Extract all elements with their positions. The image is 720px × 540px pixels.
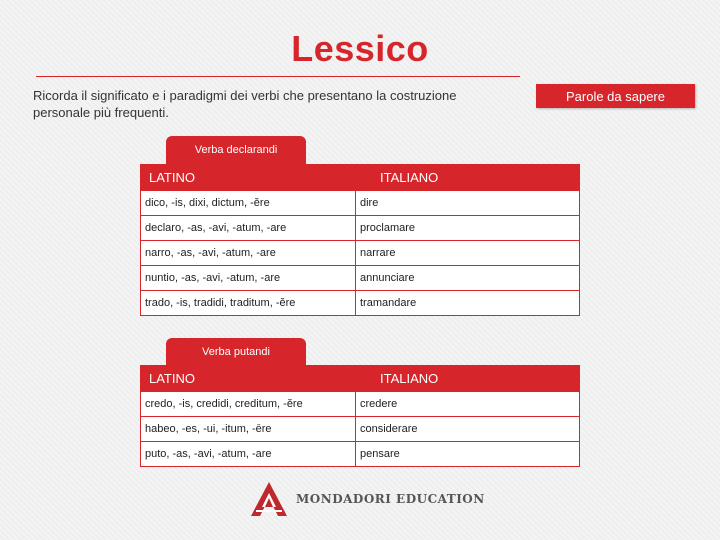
table-row bbox=[141, 216, 580, 241]
intro-text: Ricorda il significato e i paradigmi dei verbi che presentano la costruzione personale più frequenti. bbox=[33, 88, 457, 120]
table-row bbox=[141, 291, 580, 316]
title-divider bbox=[36, 76, 520, 77]
verba-putandi-table bbox=[140, 365, 580, 467]
logo-text: MONDADORI EDUCATION bbox=[296, 492, 485, 506]
header-latino: LATINO bbox=[141, 366, 356, 392]
table-row bbox=[141, 191, 580, 216]
table-row bbox=[141, 442, 580, 467]
slide-title: Lessico bbox=[291, 28, 429, 69]
parole-da-sapere-button[interactable]: Parole da sapere bbox=[536, 84, 695, 108]
latin-cell: nuntio, -as, -avi, -atum, -are bbox=[141, 266, 356, 291]
italian-cell: considerare bbox=[356, 417, 580, 442]
table-row bbox=[141, 266, 580, 291]
verba-declarandi-table bbox=[140, 164, 580, 316]
latin-cell: credo, -is, credidi, creditum, -ĕre bbox=[141, 392, 356, 417]
table-header-row bbox=[141, 165, 580, 191]
italian-cell: tramandare bbox=[356, 291, 580, 316]
latin-cell: narro, -as, -avi, -atum, -are bbox=[141, 241, 356, 266]
latin-cell: dico, -is, dixi, dictum, -ĕre bbox=[141, 191, 356, 216]
publisher-logo bbox=[250, 481, 485, 517]
italian-cell: narrare bbox=[356, 241, 580, 266]
table-row bbox=[141, 392, 580, 417]
tab-verba-putandi: Verba putandi bbox=[166, 338, 306, 366]
latin-cell: declaro, -as, -avi, -atum, -are bbox=[141, 216, 356, 241]
latin-cell: habeo, -es, -ui, -itum, -ēre bbox=[141, 417, 356, 442]
header-latino: LATINO bbox=[141, 165, 356, 191]
table-row bbox=[141, 417, 580, 442]
tab-verba-declarandi: Verba declarandi bbox=[166, 136, 306, 164]
italian-cell: credere bbox=[356, 392, 580, 417]
italian-cell: annunciare bbox=[356, 266, 580, 291]
latin-cell: puto, -as, -avi, -atum, -are bbox=[141, 442, 356, 467]
table-row bbox=[141, 241, 580, 266]
italian-cell: dire bbox=[356, 191, 580, 216]
table-header-row bbox=[141, 366, 580, 392]
header-italiano: ITALIANO bbox=[356, 165, 580, 191]
italian-cell: proclamare bbox=[356, 216, 580, 241]
mondadori-logo-icon bbox=[250, 481, 288, 517]
header-italiano: ITALIANO bbox=[356, 366, 580, 392]
latin-cell: trado, -is, tradidi, traditum, -ĕre bbox=[141, 291, 356, 316]
italian-cell: pensare bbox=[356, 442, 580, 467]
